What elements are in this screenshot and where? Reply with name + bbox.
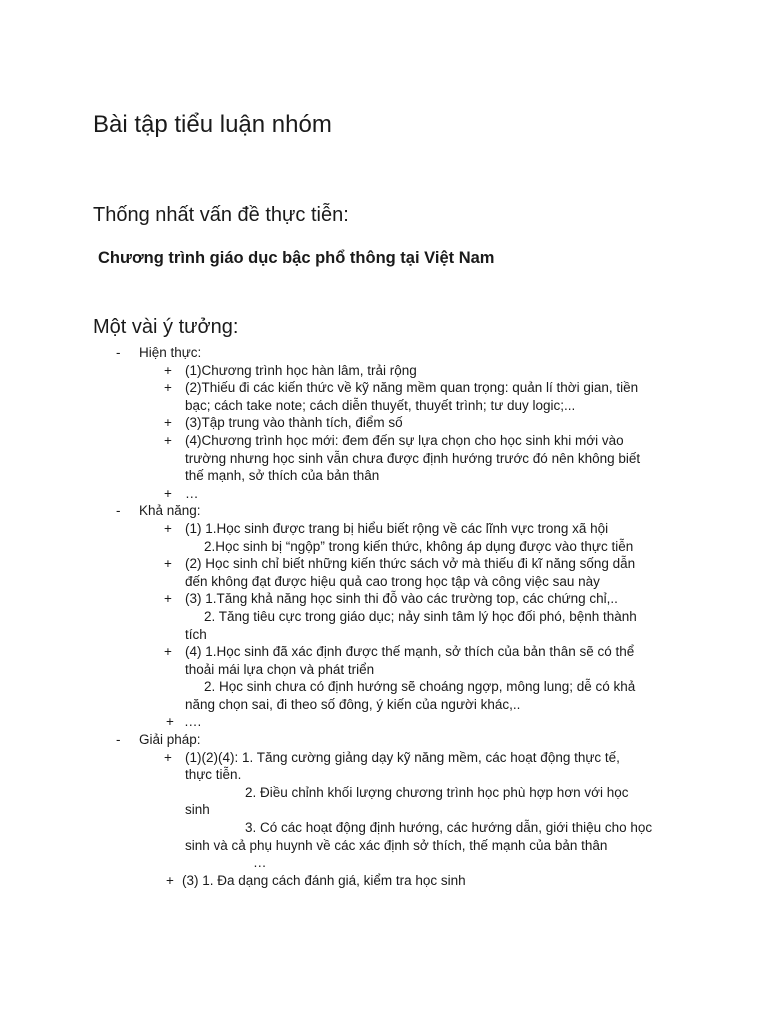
- list-item: + (1)(2)(4): 1. Tăng cường giảng dạy kỹ năng mềm, các hoạt động thực tế,: [164, 749, 620, 765]
- subject-text: Chương trình giáo dục bậc phổ thông tại Việt Nam: [98, 249, 495, 267]
- list-item: + (3) 1. Đa dạng cách đánh giá, kiểm tra học sinh: [166, 872, 466, 888]
- section-heading-ideas: Một vài ý tưởng:: [93, 316, 239, 338]
- list-item: + ….: [166, 714, 202, 730]
- list-item-cont: bạc; cách take note; cách diễn thuyết, thuyết trình; tư duy logic;...: [185, 397, 576, 413]
- list-item-cont: …: [253, 855, 267, 871]
- ideas-list: [0, 344, 768, 889]
- list-item-cont: trường nhưng học sinh vẫn chưa được định hướng trước đó nên không biết: [185, 450, 641, 466]
- list-item: + (3)Tập trung vào thành tích, điểm số: [164, 415, 403, 431]
- list-item-cont: 2. Tăng tiêu cực trong giáo dục; nảy sinh tâm lý học đối phó, bệnh thành: [204, 608, 637, 624]
- list-item-cont: 2.Học sinh bị “ngộp” trong kiến thức, không áp dụng được vào thực tiễn: [204, 538, 634, 554]
- list-item-cont: 2. Điều chỉnh khối lượng chương trình học phù hợp hơn với học: [245, 784, 629, 800]
- list-item: + (4)Chương trình học mới: đem đến sự lựa chọn cho học sinh khi mới vào: [164, 432, 624, 448]
- list-item-cont: thực tiễn.: [185, 767, 242, 783]
- list-item-cont: tích: [185, 626, 207, 642]
- list-item: + (4) 1.Học sinh đã xác định được thế mạnh, sở thích của bản thân sẽ có thể: [164, 644, 635, 660]
- list-item: - Khả năng:: [116, 503, 201, 519]
- list-item: - Giải pháp:: [116, 732, 201, 748]
- list-item: + (2) Học sinh chỉ biết những kiến thức sách vở mà thiếu đi kĩ năng sống dẫn: [164, 556, 636, 572]
- list-item-cont: sinh: [185, 802, 210, 818]
- list-item-cont: 3. Có các hoạt động định hướng, các hướng dẫn, giới thiệu cho học: [245, 820, 653, 836]
- list-item-cont: 2. Học sinh chưa có định hướng sẽ choáng ngợp, mông lung; dễ có khả: [204, 679, 636, 695]
- list-item-cont: thế mạnh, sở thích của bản thân: [185, 468, 380, 484]
- list-item: + (1)Chương trình học hàn lâm, trải rộng: [164, 362, 417, 378]
- list-item-cont: đến không đạt được hiệu quả cao trong học tập và công việc sau này: [185, 573, 600, 589]
- list-item: + …: [164, 485, 199, 501]
- list-item: - Hiện thực:: [116, 345, 202, 360]
- list-item-cont: thoải mái lựa chọn và phát triển: [185, 661, 375, 677]
- list-item: + (1) 1.Học sinh được trang bị hiểu biết rộng về các lĩnh vực trong xã hội: [164, 520, 609, 536]
- list-item: + (2)Thiếu đi các kiến thức về kỹ năng mềm quan trọng: quản lí thời gian, tiền: [164, 380, 639, 396]
- document-title: Bài tập tiểu luận nhóm: [93, 111, 332, 138]
- list-item: + (3) 1.Tăng khả năng học sinh thi đỗ vào các trường top, các chứng chỉ,..: [164, 591, 618, 607]
- list-item-cont: sinh và cả phụ huynh về các xác định sở thích, thế mạnh của bản thân: [185, 837, 608, 853]
- section-heading-issue: Thống nhất vấn đề thực tiễn:: [93, 204, 349, 226]
- list-item-cont: năng chọn sai, đi theo số đông, ý kiến của người khác,..: [185, 696, 521, 712]
